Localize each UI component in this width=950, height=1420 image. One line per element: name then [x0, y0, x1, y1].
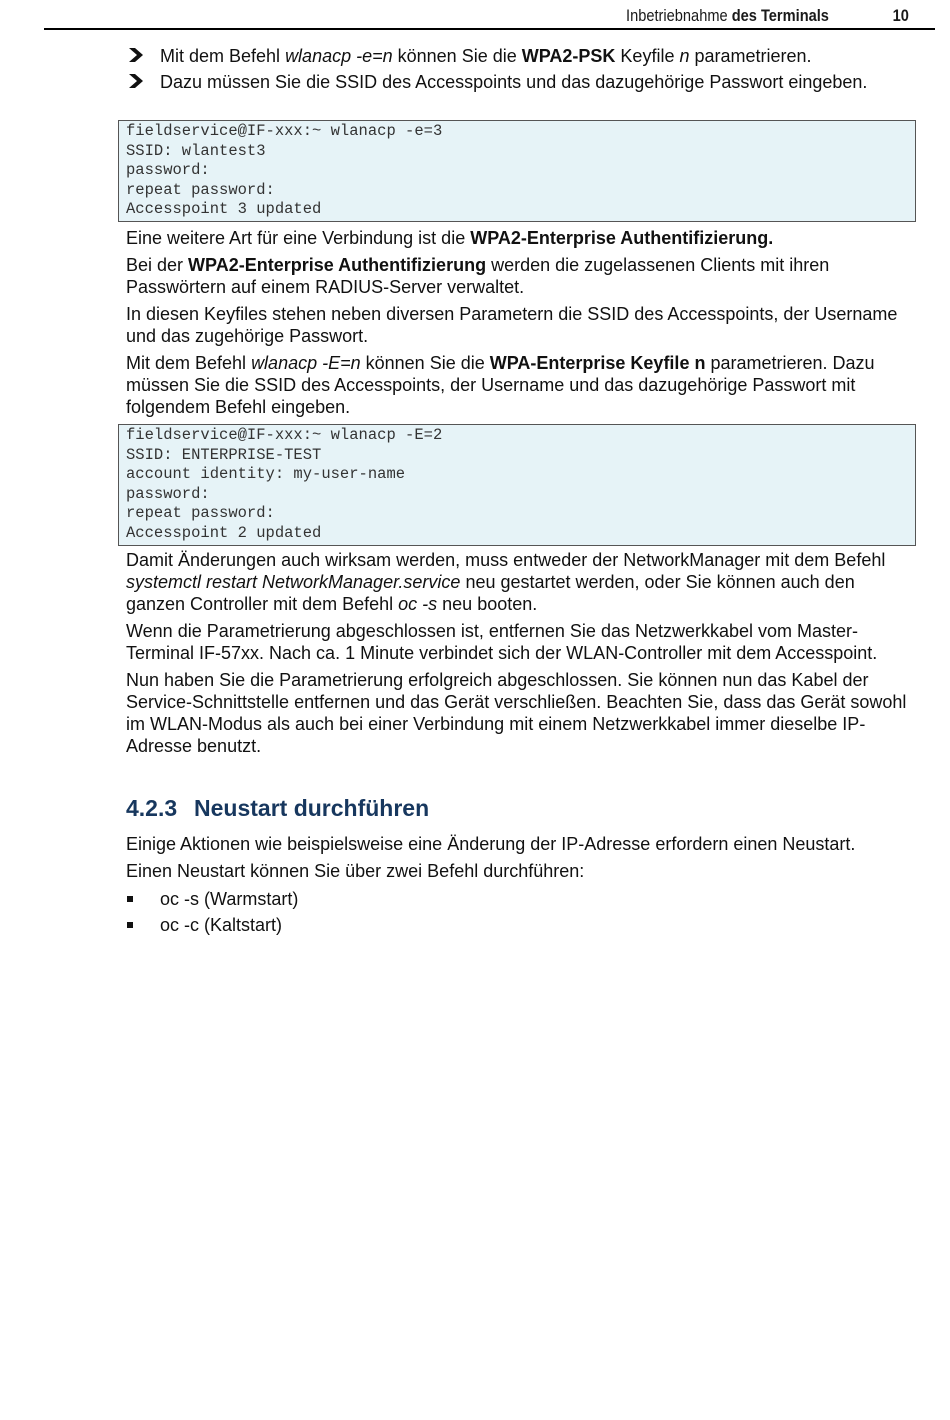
bullet-text: können Sie die [392, 46, 522, 66]
bullet-text: parametrieren. [689, 46, 812, 66]
bullet-text: Keyfile [615, 46, 680, 66]
code-line: SSID: ENTERPRISE-TEST [126, 445, 322, 464]
page-number: 10 [892, 6, 909, 25]
square-bullet-icon [127, 922, 133, 928]
paragraph: Einen Neustart können Sie über zwei Befehl durchführen: [126, 861, 585, 881]
text: neu gestartet werden, oder Sie können auch den ganzen Controller mit dem Befehl [126, 572, 855, 614]
list-item [126, 45, 886, 67]
list-item [126, 71, 886, 93]
text-italic: systemctl restart NetworkManager.service [126, 572, 461, 592]
text: Bei der [126, 255, 189, 275]
text-bold: WPA2-Enterprise Authentifizierung. [470, 228, 774, 248]
text: neu booten. [437, 594, 538, 614]
code-line: fieldservice@IF-xxx:~ wlanacp -E=2 [126, 426, 443, 444]
section-number: 4.2.3 [126, 795, 178, 821]
code-line: fieldservice@IF-xxx:~ wlanacp -e=3 [126, 122, 443, 140]
section-title: Neustart durchführen [194, 795, 430, 821]
paragraph: Wenn die Parametrierung abgeschlossen ist, entfernen Sie das Netzwerkkabel vom Master-Terminal IF-57xx. Nach ca. 1 Minute verbindet sich der WLAN-Controller mit dem Accesspoint. [126, 621, 878, 663]
paragraph [126, 254, 916, 298]
text: Mit dem Befehl [126, 353, 252, 373]
code-line: Accesspoint 3 updated [126, 200, 322, 219]
list-item [126, 914, 298, 936]
code-block-enterprise [118, 424, 916, 546]
header-section-normal: Inbetriebnahme [626, 6, 732, 25]
paragraph [126, 352, 916, 418]
code-line: Accesspoint 2 updated [126, 523, 322, 542]
text: Eine weitere Art für eine Verbindung ist die [126, 228, 471, 248]
chevron-right-icon [128, 73, 144, 89]
paragraph-group-enterprise [126, 227, 916, 423]
text: Damit Änderungen auch wirksam werden, muss entweder der NetworkManager mit dem Befehl [126, 550, 886, 570]
text-italic: wlanacp -E=n [251, 353, 361, 373]
text: können Sie die [360, 353, 490, 373]
header-section-title [626, 2, 829, 30]
code-block-psk [118, 120, 916, 222]
list-item-text: oc -s (Warmstart) [160, 889, 299, 909]
text: werden die zugelassenen Clients mit ihren Passwörtern auf einem RADIUS-Server verwaltet. [126, 255, 830, 297]
intro-bullet-list [126, 45, 886, 97]
page-header [44, 0, 935, 30]
square-bullet-icon [127, 896, 133, 902]
code-line: account identity: my-user-name [126, 465, 406, 484]
list-item [126, 888, 298, 910]
section-heading [126, 795, 429, 822]
code-line: SSID: wlantest3 [126, 141, 266, 160]
paragraph: Einige Aktionen wie beispielsweise eine Änderung der IP-Adresse erfordern einen Neustart. [126, 834, 856, 854]
text-bold: WPA2-Enterprise Authentifizierung [188, 255, 487, 275]
bullet-keyword: WPA2-PSK [521, 46, 616, 66]
chevron-right-icon [128, 47, 144, 63]
paragraph [126, 227, 916, 249]
list-item-text: oc -c (Kaltstart) [160, 915, 283, 935]
code-line: password: [126, 161, 210, 180]
text-italic: oc -s [398, 594, 438, 614]
paragraph: In diesen Keyfiles stehen neben diversen Parametern die SSID des Accesspoints, der Username und das zugehörige Passwort. [126, 304, 898, 346]
bullet-variable: n [679, 46, 690, 66]
bullet-text: Mit dem Befehl [160, 46, 286, 66]
paragraph [126, 549, 916, 615]
paragraph-group-restart [126, 833, 926, 887]
bullet-command: wlanacp -e=n [285, 46, 393, 66]
code-line: repeat password: [126, 504, 275, 523]
code-line: repeat password: [126, 180, 275, 199]
header-section-bold: des Terminals [731, 6, 829, 25]
text-bold: WPA-Enterprise Keyfile n [489, 353, 706, 373]
paragraph-group-finish [126, 549, 916, 762]
code-line: password: [126, 484, 210, 503]
text: parametrieren. Dazu müssen Sie die SSID des Accesspoints, der Username und das dazugehörige Passwort mit folgendem Befehl eingeben. [126, 353, 875, 417]
bullet-text: Dazu müssen Sie die SSID des Accesspoints und das dazugehörige Passwort eingeben. [160, 72, 868, 92]
paragraph: Nun haben Sie die Parametrierung erfolgreich abgeschlossen. Sie können nun das Kabel der Service-Schnittstelle entfernen und das Gerät verschließen. Beachten Sie, dass das Gerät sowohl im WLAN-Modus als auch bei einer Verbindung mit einem Netzwerkkabel immer dieselbe IP-Adresse benutzt. [126, 670, 907, 756]
restart-command-list [126, 888, 298, 940]
